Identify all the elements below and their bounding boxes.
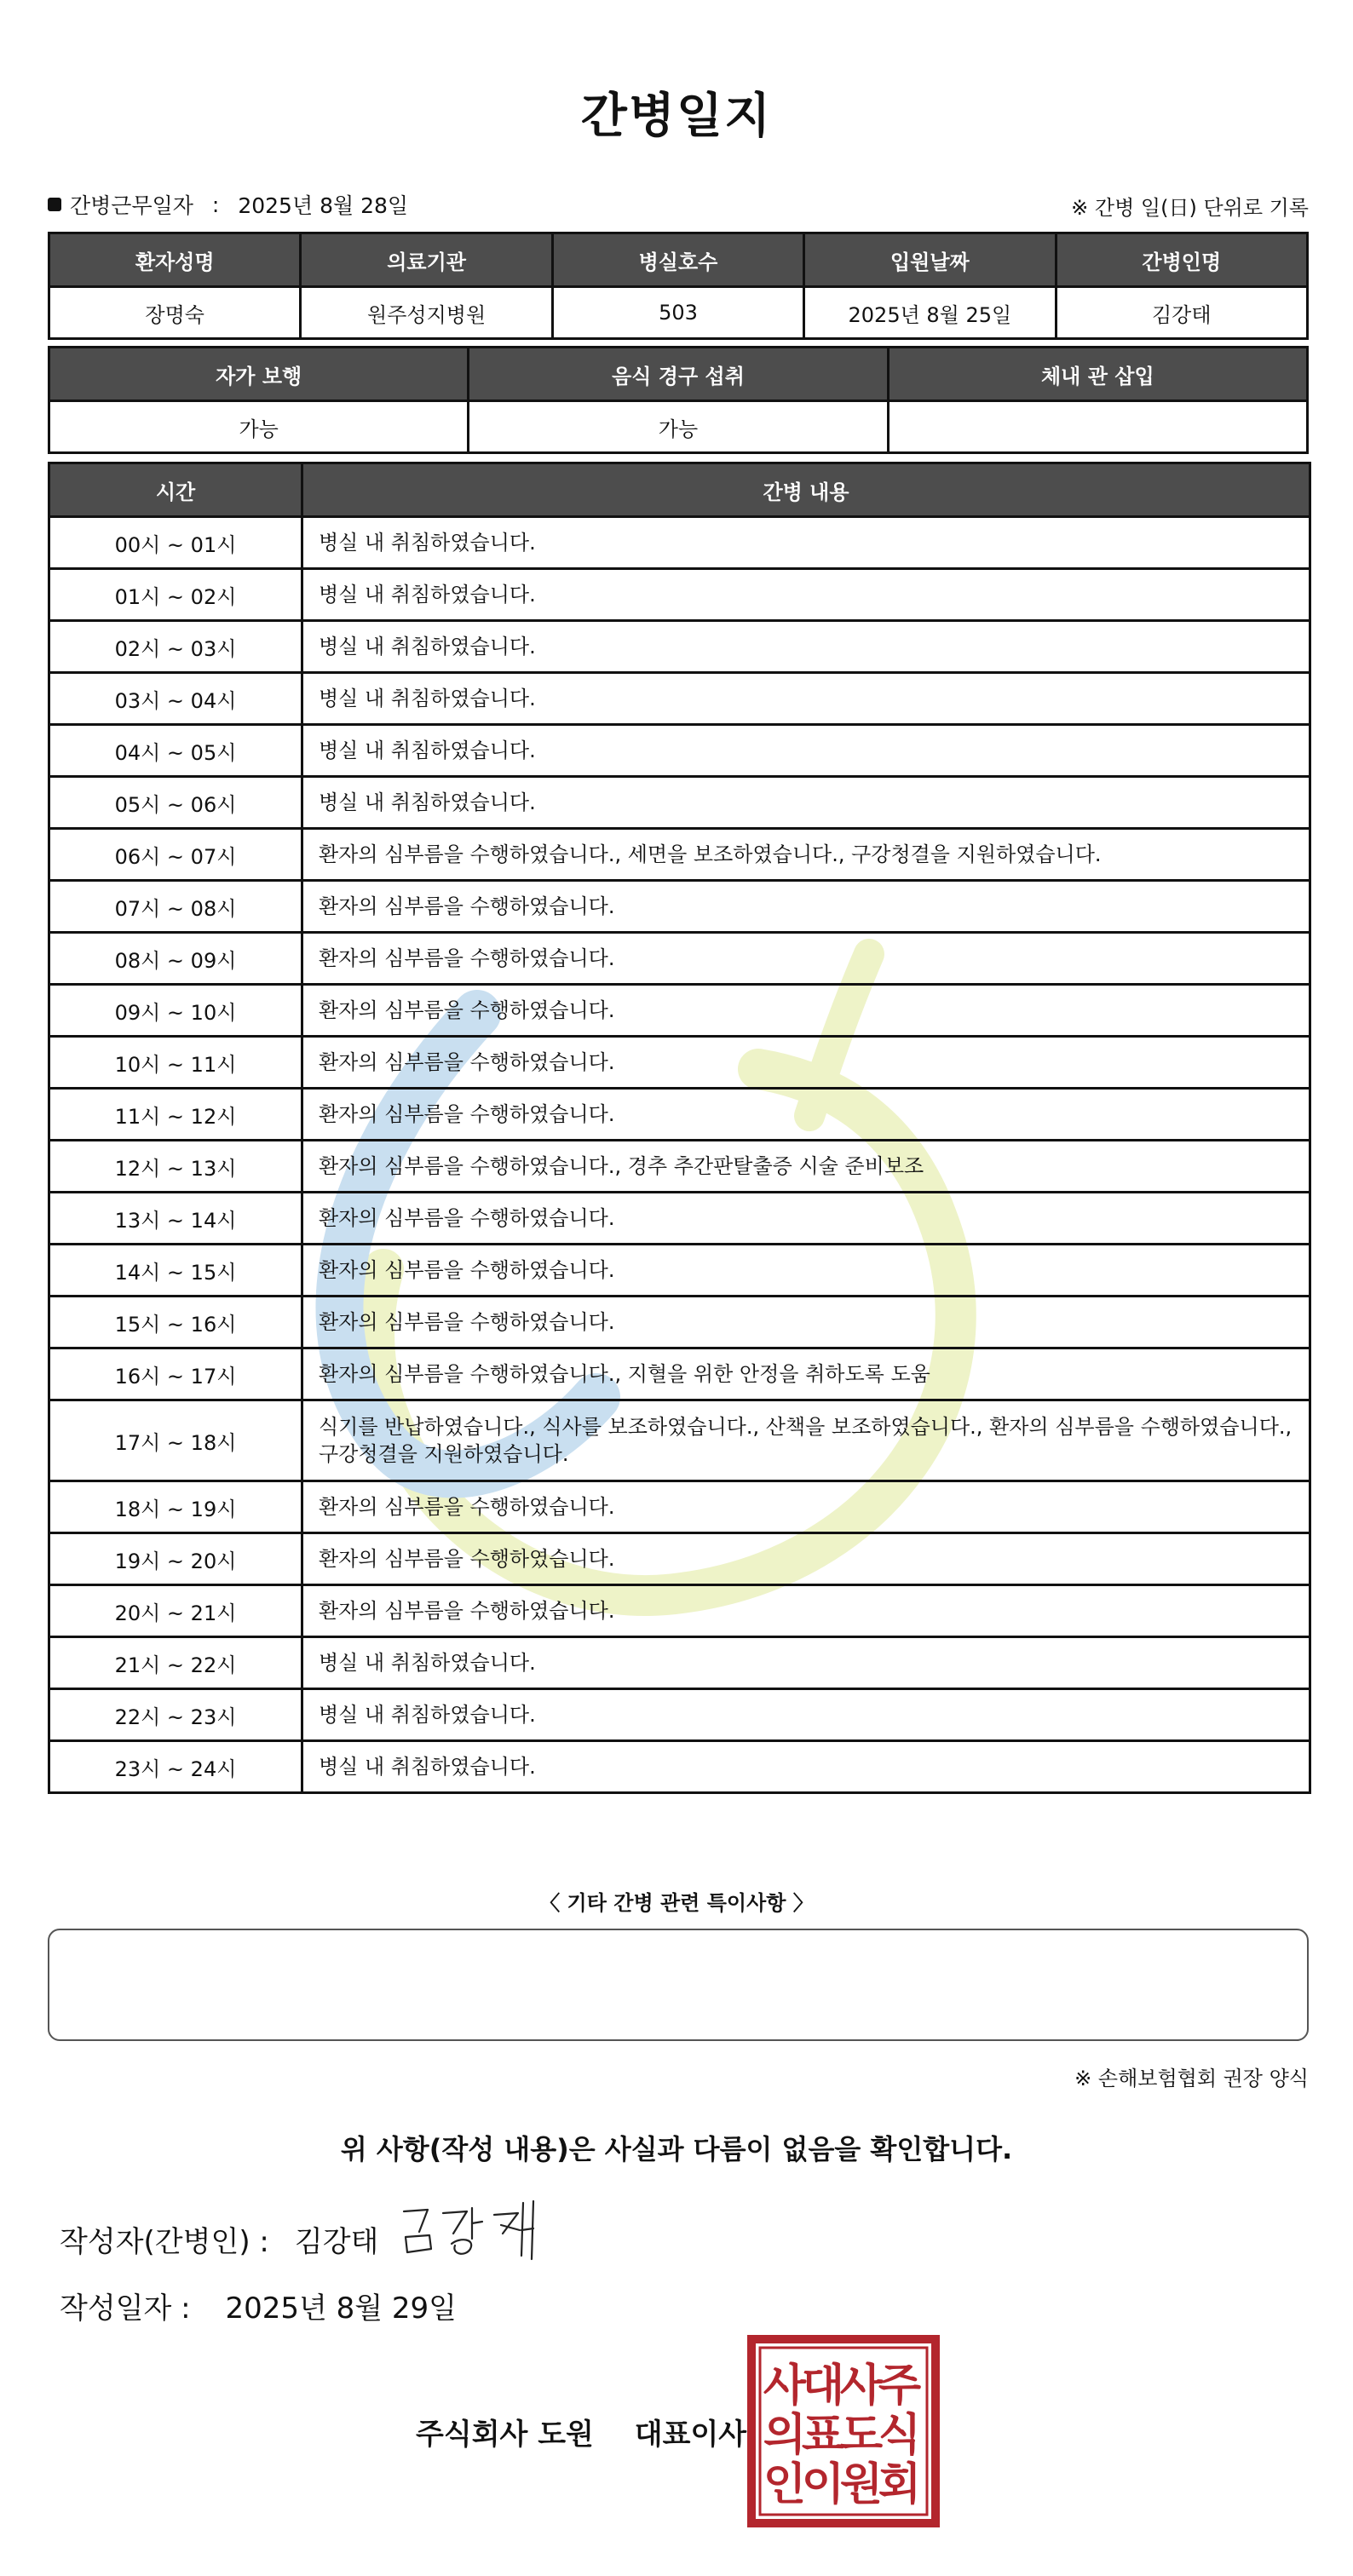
care-content: 환자의 심부름을 수행하였습니다. bbox=[302, 1297, 1310, 1348]
author-name: 김강태 bbox=[294, 2225, 379, 2259]
time-slot: 06시 ~ 07시 bbox=[49, 829, 302, 881]
care-content: 환자의 심부름을 수행하였습니다. bbox=[302, 881, 1310, 933]
square-bullet-icon bbox=[48, 198, 61, 211]
author-line bbox=[60, 2218, 378, 2260]
admission-date: 2025년 8월 25일 bbox=[804, 287, 1056, 339]
patient-name: 장명숙 bbox=[49, 287, 301, 339]
seal-character: 식 bbox=[878, 2409, 922, 2461]
duty-date-label: 간병근무일자 bbox=[70, 193, 193, 218]
seal-character: 이 bbox=[801, 2458, 845, 2510]
table-row bbox=[49, 1297, 1310, 1348]
time-slot: 11시 ~ 12시 bbox=[49, 1089, 302, 1141]
care-content: 환자의 심부름을 수행하였습니다. bbox=[302, 1037, 1310, 1089]
table-row bbox=[49, 881, 1310, 933]
duty-date-separator: : bbox=[211, 192, 220, 217]
time-slot: 16시 ~ 17시 bbox=[49, 1348, 302, 1400]
handwritten-signature bbox=[394, 2196, 547, 2264]
care-content: 병실 내 취침하였습니다. bbox=[302, 1741, 1310, 1793]
company-seal-stamp bbox=[746, 2334, 941, 2528]
care-content: 환자의 심부름을 수행하였습니다. bbox=[302, 985, 1310, 1037]
care-content: 병실 내 취침하였습니다. bbox=[302, 621, 1310, 673]
patient-info-table bbox=[48, 232, 1309, 340]
care-content: 환자의 심부름을 수행하였습니다. bbox=[302, 1245, 1310, 1297]
unit-note: ※ 간병 일(日) 단위로 기록 bbox=[1071, 196, 1309, 220]
care-log-table bbox=[48, 462, 1311, 1794]
header-admission-date: 입원날짜 bbox=[804, 233, 1056, 287]
hospital: 원주성지병원 bbox=[301, 287, 552, 339]
time-slot: 02시 ~ 03시 bbox=[49, 621, 302, 673]
table-row bbox=[49, 673, 1310, 725]
time-slot: 21시 ~ 22시 bbox=[49, 1637, 302, 1689]
table-row bbox=[49, 1245, 1310, 1297]
care-content: 병실 내 취침하였습니다. bbox=[302, 1637, 1310, 1689]
time-slot: 20시 ~ 21시 bbox=[49, 1585, 302, 1637]
table-row bbox=[49, 1141, 1310, 1193]
care-content: 환자의 심부름을 수행하였습니다. bbox=[302, 1585, 1310, 1637]
table-row bbox=[49, 985, 1310, 1037]
table-row bbox=[49, 1533, 1310, 1585]
confirmation-statement: 위 사항(작성 내용)은 사실과 다름이 없음을 확인합니다. bbox=[340, 2133, 1013, 2165]
time-slot: 03시 ~ 04시 bbox=[49, 673, 302, 725]
care-content: 병실 내 취침하였습니다. bbox=[302, 1689, 1310, 1741]
table-row bbox=[49, 1348, 1310, 1400]
care-content: 환자의 심부름을 수행하였습니다. bbox=[302, 1089, 1310, 1141]
care-content: 병실 내 취침하였습니다. bbox=[302, 517, 1310, 569]
care-content: 병실 내 취침하였습니다. bbox=[302, 725, 1310, 777]
remarks-title: 〈 기타 간병 관련 특이사항 〉 bbox=[539, 1891, 814, 1915]
care-content: 병실 내 취침하였습니다. bbox=[302, 777, 1310, 829]
time-slot: 12시 ~ 13시 bbox=[49, 1141, 302, 1193]
care-content: 식기를 반납하였습니다., 식사를 보조하였습니다., 산책을 보조하였습니다., 환자의 심부름을 수행하였습니다., 구강청결을 지원하였습니다. bbox=[302, 1400, 1310, 1481]
header-time: 시간 bbox=[49, 463, 302, 517]
seal-character: 회 bbox=[878, 2458, 922, 2510]
seal-character: 인 bbox=[763, 2458, 807, 2510]
table-row bbox=[49, 1689, 1310, 1741]
time-slot: 04시 ~ 05시 bbox=[49, 725, 302, 777]
seal-character: 사 bbox=[763, 2360, 807, 2412]
header-tube-insertion: 체내 관 삽입 bbox=[888, 348, 1307, 401]
table-row bbox=[49, 1741, 1310, 1793]
remarks-box bbox=[48, 1929, 1309, 2041]
care-content: 병실 내 취침하였습니다. bbox=[302, 673, 1310, 725]
seal-character: 원 bbox=[839, 2458, 884, 2510]
header-hospital: 의료기관 bbox=[301, 233, 552, 287]
table-row bbox=[49, 621, 1310, 673]
written-date-value: 2025년 8월 29일 bbox=[225, 2291, 458, 2326]
table-row bbox=[49, 1481, 1310, 1533]
care-content: 환자의 심부름을 수행하였습니다. bbox=[302, 1533, 1310, 1585]
form-note: ※ 손해보험협회 권장 양식 bbox=[1074, 2067, 1309, 2090]
care-content: 병실 내 취침하였습니다. bbox=[302, 569, 1310, 621]
caregiver-name: 김강태 bbox=[1056, 287, 1307, 339]
time-slot: 15시 ~ 16시 bbox=[49, 1297, 302, 1348]
written-date-line bbox=[60, 2285, 457, 2326]
tube-insertion-value bbox=[888, 401, 1307, 453]
seal-character: 대 bbox=[801, 2360, 845, 2412]
header-self-walking: 자가 보행 bbox=[49, 348, 469, 401]
care-content: 환자의 심부름을 수행하였습니다., 경추 추간판탈출증 시술 준비보조 bbox=[302, 1141, 1310, 1193]
table-row bbox=[49, 517, 1310, 569]
time-slot: 23시 ~ 24시 bbox=[49, 1741, 302, 1793]
header-caregiver: 간병인명 bbox=[1056, 233, 1307, 287]
care-content: 환자의 심부름을 수행하였습니다., 세면을 보조하였습니다., 구강청결을 지원하였습니다. bbox=[302, 829, 1310, 881]
time-slot: 00시 ~ 01시 bbox=[49, 517, 302, 569]
time-slot: 13시 ~ 14시 bbox=[49, 1193, 302, 1245]
duty-date-value: 2025년 8월 28일 bbox=[238, 193, 409, 218]
table-row bbox=[49, 777, 1310, 829]
written-date-label: 작성일자 : bbox=[60, 2291, 191, 2326]
table-row bbox=[49, 1193, 1310, 1245]
header-room: 병실호수 bbox=[552, 233, 803, 287]
time-slot: 18시 ~ 19시 bbox=[49, 1481, 302, 1533]
self-walking-value: 가능 bbox=[49, 401, 469, 453]
header-patient-name: 환자성명 bbox=[49, 233, 301, 287]
table-row bbox=[49, 829, 1310, 881]
time-slot: 09시 ~ 10시 bbox=[49, 985, 302, 1037]
table-row bbox=[49, 1037, 1310, 1089]
oral-intake-value: 가능 bbox=[469, 401, 888, 453]
time-slot: 17시 ~ 18시 bbox=[49, 1400, 302, 1481]
company-line bbox=[416, 2411, 746, 2452]
time-slot: 19시 ~ 20시 bbox=[49, 1533, 302, 1585]
seal-character: 의 bbox=[763, 2409, 807, 2461]
table-row bbox=[49, 1400, 1310, 1481]
table-row bbox=[49, 569, 1310, 621]
time-slot: 14시 ~ 15시 bbox=[49, 1245, 302, 1297]
table-row bbox=[49, 1585, 1310, 1637]
page-title: 간병일지 bbox=[580, 89, 773, 144]
author-label: 작성자(간병인) : bbox=[60, 2225, 269, 2259]
table-row bbox=[49, 725, 1310, 777]
care-content: 환자의 심부름을 수행하였습니다., 지혈을 위한 안정을 취하도록 도움 bbox=[302, 1348, 1310, 1400]
table-row bbox=[49, 933, 1310, 985]
time-slot: 10시 ~ 11시 bbox=[49, 1037, 302, 1089]
patient-ability-table bbox=[48, 346, 1309, 454]
header-oral-intake: 음식 경구 섭취 bbox=[469, 348, 888, 401]
seal-character: 표 bbox=[801, 2409, 845, 2461]
seal-character: 주 bbox=[878, 2360, 922, 2412]
time-slot: 22시 ~ 23시 bbox=[49, 1689, 302, 1741]
seal-character: 도 bbox=[839, 2409, 884, 2461]
duty-date bbox=[48, 189, 408, 220]
time-slot: 08시 ~ 09시 bbox=[49, 933, 302, 985]
room-number: 503 bbox=[552, 287, 803, 339]
table-row bbox=[49, 1637, 1310, 1689]
care-content: 환자의 심부름을 수행하였습니다. bbox=[302, 1193, 1310, 1245]
time-slot: 05시 ~ 06시 bbox=[49, 777, 302, 829]
company-representative: 대표이사 bbox=[634, 2418, 747, 2452]
company-name: 주식회사 도원 bbox=[416, 2418, 594, 2452]
care-content: 환자의 심부름을 수행하였습니다. bbox=[302, 1481, 1310, 1533]
table-row bbox=[49, 1089, 1310, 1141]
header-care-content: 간병 내용 bbox=[302, 463, 1310, 517]
care-content: 환자의 심부름을 수행하였습니다. bbox=[302, 933, 1310, 985]
time-slot: 07시 ~ 08시 bbox=[49, 881, 302, 933]
seal-character: 사 bbox=[839, 2360, 884, 2412]
care-log-rows bbox=[49, 517, 1310, 1793]
time-slot: 01시 ~ 02시 bbox=[49, 569, 302, 621]
